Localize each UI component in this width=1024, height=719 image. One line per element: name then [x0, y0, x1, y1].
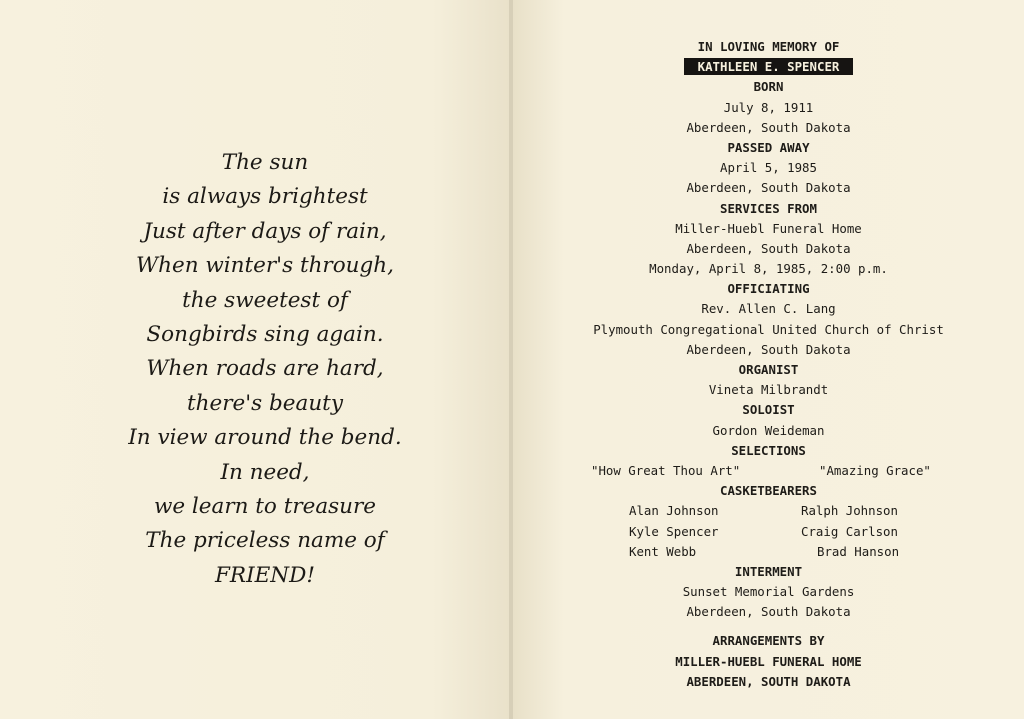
- passed-place: Aberdeen, South Dakota: [686, 180, 851, 196]
- church: Plymouth Congregational United Church of Christ: [593, 321, 944, 337]
- born-place: Aberdeen, South Dakota: [686, 119, 851, 135]
- service-program: [513, 37, 1024, 692]
- name-bar: [513, 57, 1024, 77]
- selections-heading: SELECTIONS: [731, 442, 806, 458]
- organist: Vineta Milbrandt: [708, 382, 829, 398]
- arrangements-line: MILLER-HUEBL FUNERAL HOME: [675, 653, 862, 669]
- poem-line: is always brightest: [162, 184, 368, 210]
- poem-line: When roads are hard,: [146, 356, 384, 382]
- passed-date: April 5, 1985: [720, 160, 817, 176]
- bearer: Kent Webb: [629, 543, 697, 559]
- interment-heading: INTERMENT: [734, 563, 803, 579]
- services-place: Aberdeen, South Dakota: [686, 240, 851, 256]
- casketbearers-heading: CASKETBEARERS: [720, 483, 817, 499]
- deceased-name: KATHLEEN E. SPENCER: [684, 58, 854, 75]
- poem: [0, 146, 530, 593]
- officiating-heading: OFFICIATING: [727, 281, 810, 297]
- spacer: [513, 622, 1024, 631]
- passed-heading: PASSED AWAY: [727, 139, 810, 155]
- selection-1: "How Great Thou Art": [591, 462, 741, 478]
- poem-line: the sweetest of: [182, 287, 348, 313]
- poem-line: there's beauty: [187, 390, 343, 416]
- arrangements-line: ABERDEEN, SOUTH DAKOTA: [686, 673, 851, 689]
- bearer: Brad Hanson: [817, 543, 900, 559]
- officiant: Rev. Allen C. Lang: [701, 301, 836, 317]
- poem-line: In need,: [220, 459, 310, 485]
- arrangements-line: ARRANGEMENTS BY: [712, 633, 825, 649]
- interment-place: Sunset Memorial Gardens: [682, 584, 855, 600]
- soloist-heading: SOLOIST: [742, 402, 795, 418]
- poem-line: Songbirds sing again.: [146, 322, 384, 348]
- services-heading: SERVICES FROM: [720, 200, 817, 216]
- services-datetime: Monday, April 8, 1985, 2:00 p.m.: [649, 261, 888, 277]
- selection-2: "Amazing Grace": [819, 462, 931, 478]
- selections-row: [513, 461, 1024, 481]
- bearer: Craig Carlson: [801, 523, 898, 539]
- poem-line: Just after days of rain,: [143, 218, 387, 244]
- organist-heading: ORGANIST: [738, 362, 799, 377]
- poem-line: FRIEND!: [215, 562, 315, 588]
- bearers-row: [513, 522, 1024, 542]
- bearer: Kyle Spencer: [629, 523, 719, 539]
- bearers-row: [513, 542, 1024, 562]
- services-venue: Miller-Huebl Funeral Home: [675, 220, 862, 236]
- poem-line: When winter's through,: [136, 253, 394, 279]
- poem-line: we learn to treasure: [153, 494, 377, 520]
- born-heading: BORN: [753, 79, 784, 95]
- poem-line: The priceless name of: [145, 528, 385, 554]
- soloist: Gordon Weideman: [712, 422, 825, 438]
- bearer: Ralph Johnson: [801, 503, 898, 519]
- memory-heading: IN LOVING MEMORY OF: [697, 39, 840, 54]
- bearers-row: [513, 501, 1024, 521]
- interment-city: Aberdeen, South Dakota: [686, 604, 851, 620]
- poem-line: In view around the bend.: [128, 425, 402, 451]
- bearer: Alan Johnson: [629, 503, 719, 519]
- born-date: July 8, 1911: [723, 99, 814, 115]
- poem-line: The sun: [221, 150, 309, 175]
- church-place: Aberdeen, South Dakota: [686, 341, 851, 357]
